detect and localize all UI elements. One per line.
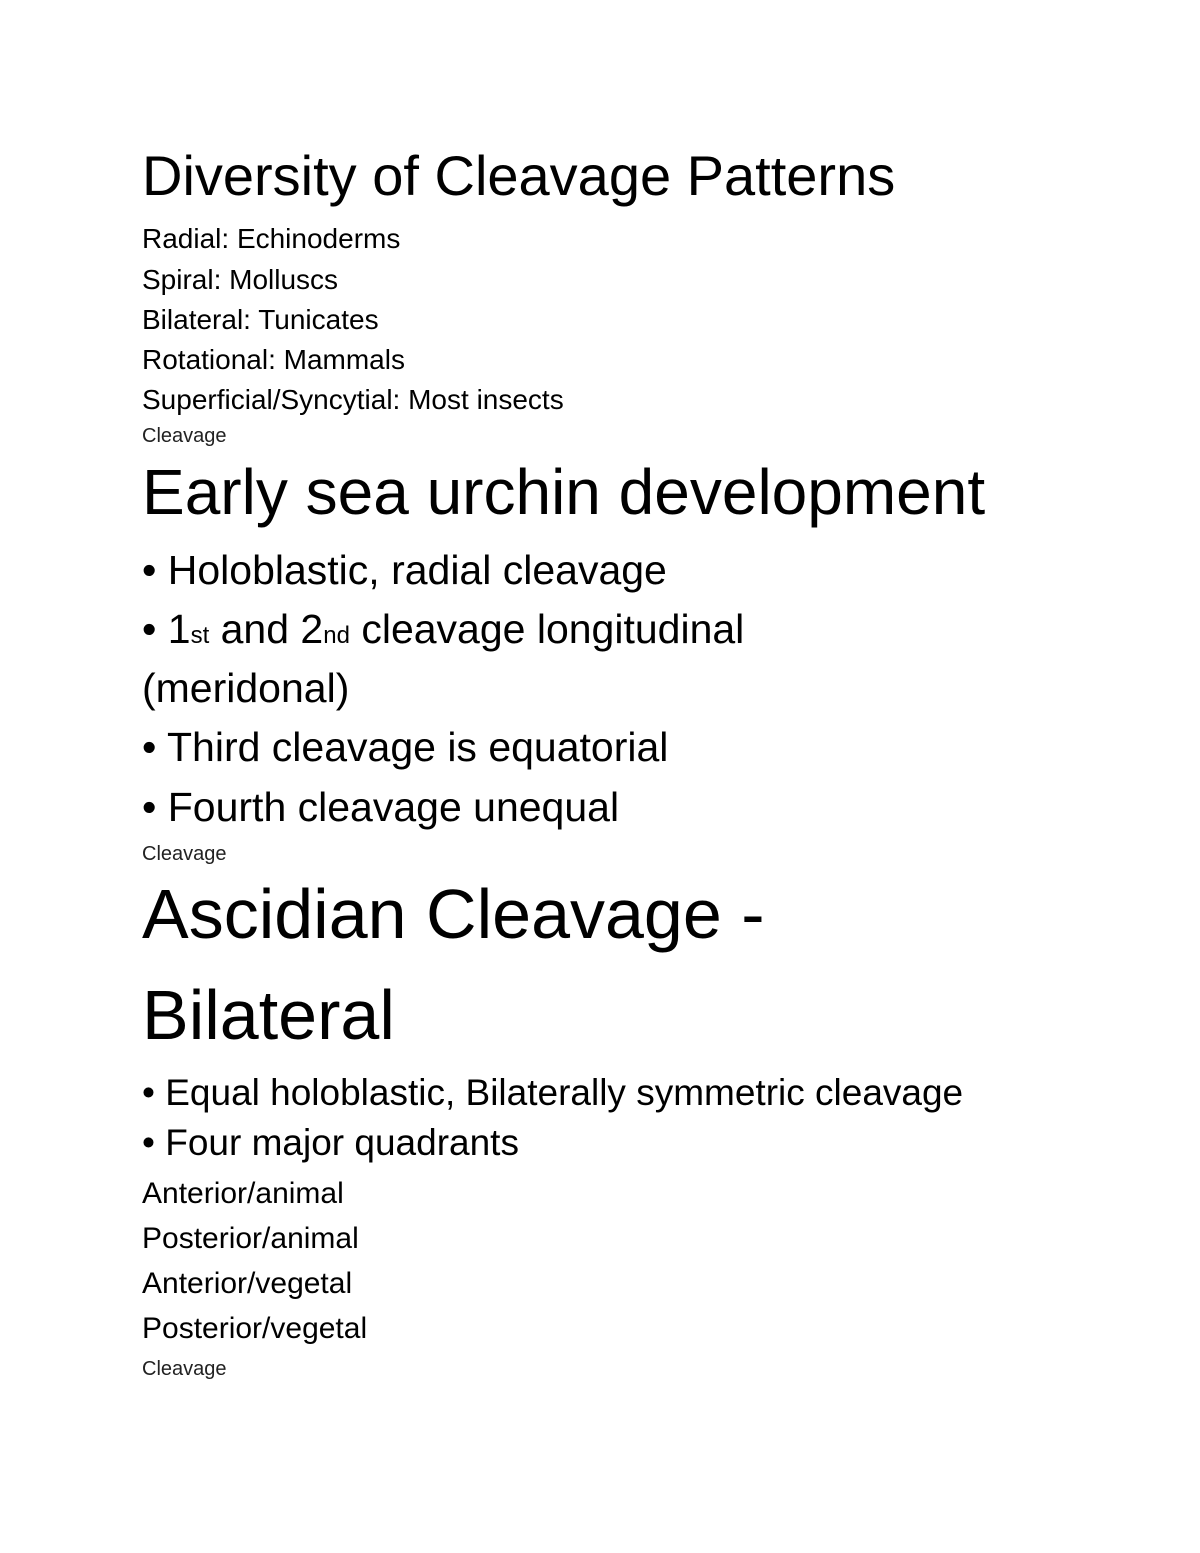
bullet-continuation: (meridonal) (142, 665, 350, 711)
list-item: Superficial/Syncytial: Most insects (142, 384, 564, 415)
quadrant-item: Posterior/animal (142, 1222, 359, 1255)
bullet-item: • Fourth cleavage unequal (142, 784, 620, 830)
list-item: Radial: Echinoderms (142, 223, 401, 254)
bullet-item: • Holoblastic, radial cleavage (142, 547, 667, 593)
quadrant-item: Anterior/vegetal (142, 1267, 353, 1300)
list-item: Rotational: Mammals (142, 344, 405, 375)
section3-footer: Cleavage (142, 1358, 227, 1380)
ordinal-suffix: nd (323, 622, 350, 649)
bullet-text: and 2 (209, 606, 324, 652)
quadrant-item: Anterior/animal (142, 1177, 344, 1210)
section2-footer: Cleavage (142, 843, 227, 865)
bullet-item-ordinals (142, 606, 744, 659)
section3-title-continued: Bilateral (142, 976, 395, 1054)
list-item: Spiral: Molluscs (142, 264, 339, 295)
ordinal-suffix: st (190, 622, 210, 649)
list-item: Bilateral: Tunicates (142, 304, 379, 335)
bullet-text: • 1 (142, 606, 191, 652)
section3-title: Ascidian Cleavage - (142, 875, 765, 953)
section1-footer: Cleavage (142, 425, 227, 447)
quadrant-item: Posterior/vegetal (142, 1312, 368, 1345)
bullet-item: • Third cleavage is equatorial (142, 724, 669, 770)
section2-title: Early sea urchin development (142, 456, 986, 528)
bullet-item: • Equal holoblastic, Bilaterally symmetric cleavage (142, 1072, 964, 1113)
bullet-text: cleavage longitudinal (349, 606, 745, 652)
section1-title: Diversity of Cleavage Patterns (142, 144, 896, 207)
bullet-item: • Four major quadrants (142, 1122, 519, 1163)
